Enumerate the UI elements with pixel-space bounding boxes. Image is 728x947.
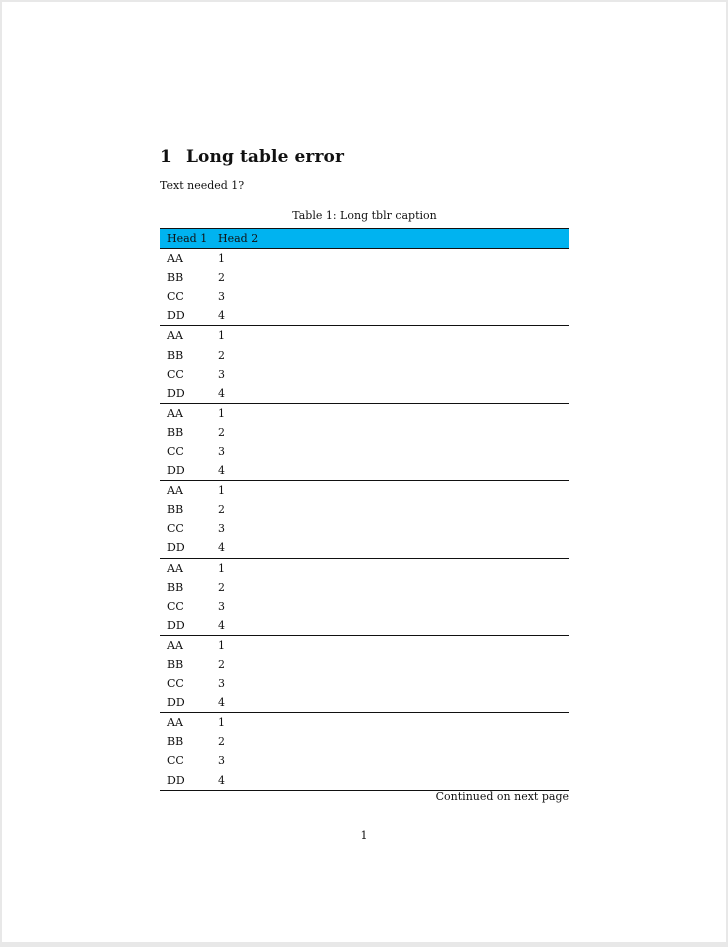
table-row — [160, 771, 569, 791]
table-cell-filler — [523, 578, 569, 597]
table-cell-filler — [523, 481, 569, 501]
table-cell-value: 3 — [218, 290, 225, 304]
table-row — [160, 345, 569, 364]
table-row — [160, 732, 569, 751]
page-number: 1 — [360, 829, 368, 842]
table-row — [160, 538, 569, 558]
table-cell-filler — [523, 713, 569, 733]
table-cell-value: 3 — [218, 677, 225, 691]
table-cell-label: DD — [160, 693, 211, 713]
table-cell-filler — [523, 751, 569, 770]
table-cell-label: CC — [167, 290, 184, 304]
table-cell-value: 1 — [218, 561, 225, 575]
table-row — [160, 268, 569, 287]
table-cell-value: 3 — [218, 522, 225, 536]
table-cell-filler — [523, 306, 569, 326]
table-cell-label: BB — [167, 580, 184, 594]
table-cell-filler — [523, 268, 569, 287]
table-cell-label: DD — [160, 616, 211, 636]
table-cell-value: 1 — [218, 252, 225, 266]
table-cell-filler — [523, 403, 569, 423]
table-row — [160, 693, 569, 713]
table-cell-value: 4 — [211, 771, 523, 791]
table-cell-value: 3 — [218, 367, 225, 381]
table-cell-label: CC — [167, 522, 184, 536]
table-cell-value: 1 — [218, 406, 225, 420]
table-cell-label: AA — [167, 484, 183, 498]
table-cell-filler — [523, 345, 569, 364]
table-cell-label: AA — [167, 252, 183, 266]
table-cell-label: CC — [167, 444, 184, 458]
table-cell-value: 4 — [211, 306, 523, 326]
table-cell-label: AA — [167, 406, 183, 420]
table-cell-label: BB — [167, 425, 184, 439]
table-cell-label: DD — [160, 384, 211, 404]
document-page — [2, 2, 726, 942]
table-cell-value: 3 — [218, 599, 225, 613]
table-cell-label: BB — [167, 735, 184, 749]
table-cell-filler — [523, 732, 569, 751]
table-cell-value: 1 — [218, 638, 225, 652]
section-heading — [160, 147, 344, 167]
table-cell-value: 4 — [211, 461, 523, 481]
table-row — [160, 558, 569, 578]
table-row — [160, 578, 569, 597]
table-cell-filler — [523, 519, 569, 538]
table-cell-value: 1 — [218, 716, 225, 730]
table-cell-value: 4 — [211, 693, 523, 713]
table-cell-filler — [523, 461, 569, 481]
table-row — [160, 481, 569, 501]
table-cell-value: 4 — [211, 384, 523, 404]
table-cell-label: CC — [167, 754, 184, 768]
table-cell-value: 3 — [218, 754, 225, 768]
table-cell-value: 2 — [218, 503, 225, 517]
table-row — [160, 751, 569, 770]
table-cell-label: CC — [167, 367, 184, 381]
table-cell-value: 2 — [218, 425, 225, 439]
table-cell-label: DD — [160, 771, 211, 791]
table-row — [160, 500, 569, 519]
table-cell-value: 2 — [218, 658, 225, 672]
table-cell-label: BB — [167, 658, 184, 672]
column-header-head-2: Head 2 — [211, 229, 523, 249]
table-row — [160, 655, 569, 674]
table-cell-filler — [523, 287, 569, 306]
table-cell-label: CC — [167, 677, 184, 691]
table-row — [160, 403, 569, 423]
table-row — [160, 423, 569, 442]
table-row — [160, 326, 569, 346]
table-cell-label: AA — [167, 561, 183, 575]
table-header-row — [160, 229, 569, 249]
table-cell-filler — [523, 384, 569, 404]
table-caption: Table 1: Long tblr caption — [292, 209, 437, 222]
table-row — [160, 384, 569, 404]
column-header-head-1: Head 1 — [160, 229, 211, 249]
table-row — [160, 306, 569, 326]
table-cell-filler — [523, 655, 569, 674]
long-table — [160, 228, 569, 791]
table-cell-filler — [523, 442, 569, 461]
table-cell-filler — [523, 326, 569, 346]
table-cell-label: AA — [167, 329, 183, 343]
table-cell-filler — [523, 500, 569, 519]
table-cell-filler — [523, 616, 569, 636]
table-row — [160, 635, 569, 655]
table-cell-label: DD — [160, 306, 211, 326]
table-row — [160, 616, 569, 636]
table-cell-label: DD — [160, 461, 211, 481]
table-row — [160, 249, 569, 269]
table-cell-filler — [523, 538, 569, 558]
table-cell-filler — [523, 635, 569, 655]
table-cell-label: AA — [167, 638, 183, 652]
section-number: 1 — [160, 147, 172, 167]
table-cell-value: 1 — [218, 484, 225, 498]
table-cell-value: 2 — [218, 735, 225, 749]
table-cell-value: 2 — [218, 271, 225, 285]
column-header-filler — [523, 229, 569, 249]
table-row — [160, 597, 569, 616]
table-cell-filler — [523, 365, 569, 384]
table-cell-label: BB — [167, 348, 184, 362]
table-cell-value: 3 — [218, 444, 225, 458]
table-cell-value: 2 — [218, 580, 225, 594]
table-cell-filler — [523, 423, 569, 442]
continued-note: Continued on next page — [435, 790, 569, 803]
table-cell-value: 4 — [211, 538, 523, 558]
table-cell-filler — [523, 674, 569, 693]
table-body — [160, 249, 569, 791]
table-cell-value: 1 — [218, 329, 225, 343]
table-cell-label: CC — [167, 599, 184, 613]
table-row — [160, 674, 569, 693]
table-cell-value: 4 — [211, 616, 523, 636]
table-row — [160, 365, 569, 384]
body-paragraph: Text needed 1? — [160, 179, 245, 192]
table-cell-filler — [523, 558, 569, 578]
section-title: Long table error — [186, 147, 345, 167]
table-row — [160, 442, 569, 461]
table-cell-label: DD — [160, 538, 211, 558]
table-row — [160, 287, 569, 306]
table-cell-filler — [523, 771, 569, 791]
table-header — [160, 229, 569, 249]
table-row — [160, 519, 569, 538]
table-row — [160, 713, 569, 733]
table-row — [160, 461, 569, 481]
table-cell-value: 2 — [218, 348, 225, 362]
table-cell-filler — [523, 249, 569, 269]
table-cell-label: BB — [167, 503, 184, 517]
table-cell-filler — [523, 597, 569, 616]
table-cell-label: BB — [167, 271, 184, 285]
table-cell-filler — [523, 693, 569, 713]
table-cell-label: AA — [167, 716, 183, 730]
